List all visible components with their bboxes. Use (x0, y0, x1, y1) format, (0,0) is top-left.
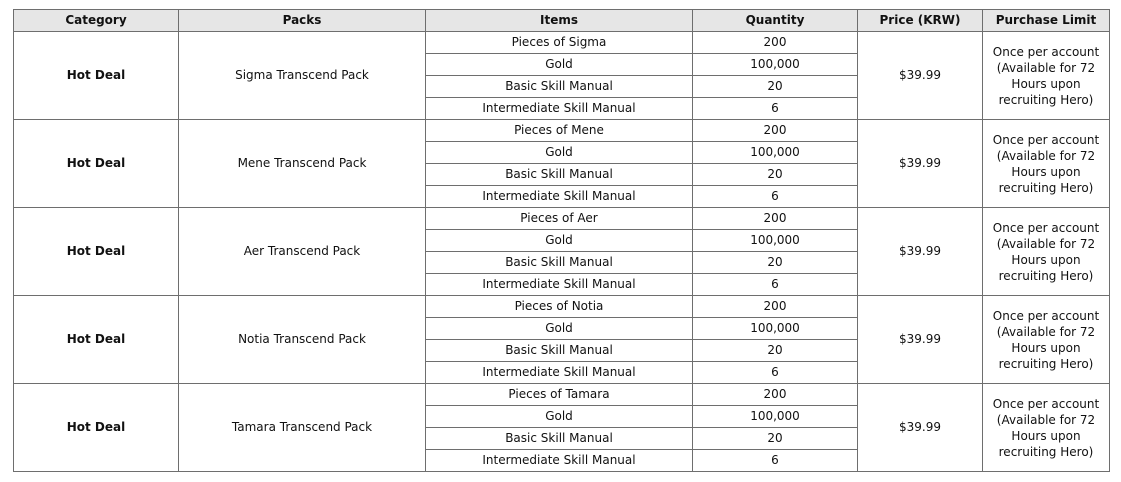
purchase-limit-cell: Once per account (Available for 72 Hours upon recruiting Hero) (983, 208, 1110, 296)
category-cell: Hot Deal (14, 296, 179, 384)
price-cell: $39.99 (858, 120, 983, 208)
price-cell: $39.99 (858, 384, 983, 472)
category-cell: Hot Deal (14, 208, 179, 296)
quantity-cell: 6 (693, 274, 858, 296)
item-cell: Basic Skill Manual (426, 76, 693, 98)
item-cell: Basic Skill Manual (426, 252, 693, 274)
item-cell: Pieces of Sigma (426, 32, 693, 54)
quantity-cell: 20 (693, 252, 858, 274)
quantity-cell: 6 (693, 186, 858, 208)
quantity-cell: 100,000 (693, 230, 858, 252)
category-cell: Hot Deal (14, 120, 179, 208)
item-cell: Basic Skill Manual (426, 340, 693, 362)
item-cell: Gold (426, 230, 693, 252)
price-cell: $39.99 (858, 208, 983, 296)
quantity-cell: 200 (693, 208, 858, 230)
price-cell: $39.99 (858, 32, 983, 120)
quantity-cell: 200 (693, 120, 858, 142)
purchase-limit-cell: Once per account (Available for 72 Hours upon recruiting Hero) (983, 296, 1110, 384)
header-price: Price (KRW) (858, 10, 983, 32)
header-packs: Packs (179, 10, 426, 32)
header-row (14, 10, 1110, 32)
item-cell: Pieces of Mene (426, 120, 693, 142)
item-cell: Intermediate Skill Manual (426, 362, 693, 384)
price-cell: $39.99 (858, 296, 983, 384)
quantity-cell: 100,000 (693, 406, 858, 428)
header-items: Items (426, 10, 693, 32)
table-row (14, 120, 1110, 142)
quantity-cell: 200 (693, 384, 858, 406)
item-cell: Pieces of Notia (426, 296, 693, 318)
quantity-cell: 100,000 (693, 54, 858, 76)
item-cell: Gold (426, 142, 693, 164)
item-cell: Intermediate Skill Manual (426, 98, 693, 120)
header-quantity: Quantity (693, 10, 858, 32)
pack-name-cell: Sigma Transcend Pack (179, 32, 426, 120)
quantity-cell: 100,000 (693, 318, 858, 340)
item-cell: Pieces of Aer (426, 208, 693, 230)
quantity-cell: 100,000 (693, 142, 858, 164)
item-cell: Intermediate Skill Manual (426, 186, 693, 208)
header-purchase-limit: Purchase Limit (983, 10, 1110, 32)
packs-table (13, 9, 1110, 472)
table-body (14, 32, 1110, 472)
quantity-cell: 6 (693, 362, 858, 384)
pack-name-cell: Mene Transcend Pack (179, 120, 426, 208)
item-cell: Gold (426, 318, 693, 340)
quantity-cell: 200 (693, 32, 858, 54)
category-cell: Hot Deal (14, 384, 179, 472)
purchase-limit-cell: Once per account (Available for 72 Hours upon recruiting Hero) (983, 32, 1110, 120)
quantity-cell: 6 (693, 98, 858, 120)
quantity-cell: 20 (693, 340, 858, 362)
purchase-limit-cell: Once per account (Available for 72 Hours upon recruiting Hero) (983, 384, 1110, 472)
item-cell: Gold (426, 406, 693, 428)
category-cell: Hot Deal (14, 32, 179, 120)
quantity-cell: 20 (693, 164, 858, 186)
quantity-cell: 20 (693, 76, 858, 98)
item-cell: Gold (426, 54, 693, 76)
purchase-limit-cell: Once per account (Available for 72 Hours upon recruiting Hero) (983, 120, 1110, 208)
item-cell: Basic Skill Manual (426, 428, 693, 450)
item-cell: Intermediate Skill Manual (426, 274, 693, 296)
pack-name-cell: Tamara Transcend Pack (179, 384, 426, 472)
quantity-cell: 200 (693, 296, 858, 318)
quantity-cell: 20 (693, 428, 858, 450)
quantity-cell: 6 (693, 450, 858, 472)
header-category: Category (14, 10, 179, 32)
item-cell: Intermediate Skill Manual (426, 450, 693, 472)
table-row (14, 296, 1110, 318)
table-row (14, 384, 1110, 406)
pack-name-cell: Aer Transcend Pack (179, 208, 426, 296)
table-row (14, 208, 1110, 230)
table-row (14, 32, 1110, 54)
item-cell: Basic Skill Manual (426, 164, 693, 186)
pack-name-cell: Notia Transcend Pack (179, 296, 426, 384)
item-cell: Pieces of Tamara (426, 384, 693, 406)
